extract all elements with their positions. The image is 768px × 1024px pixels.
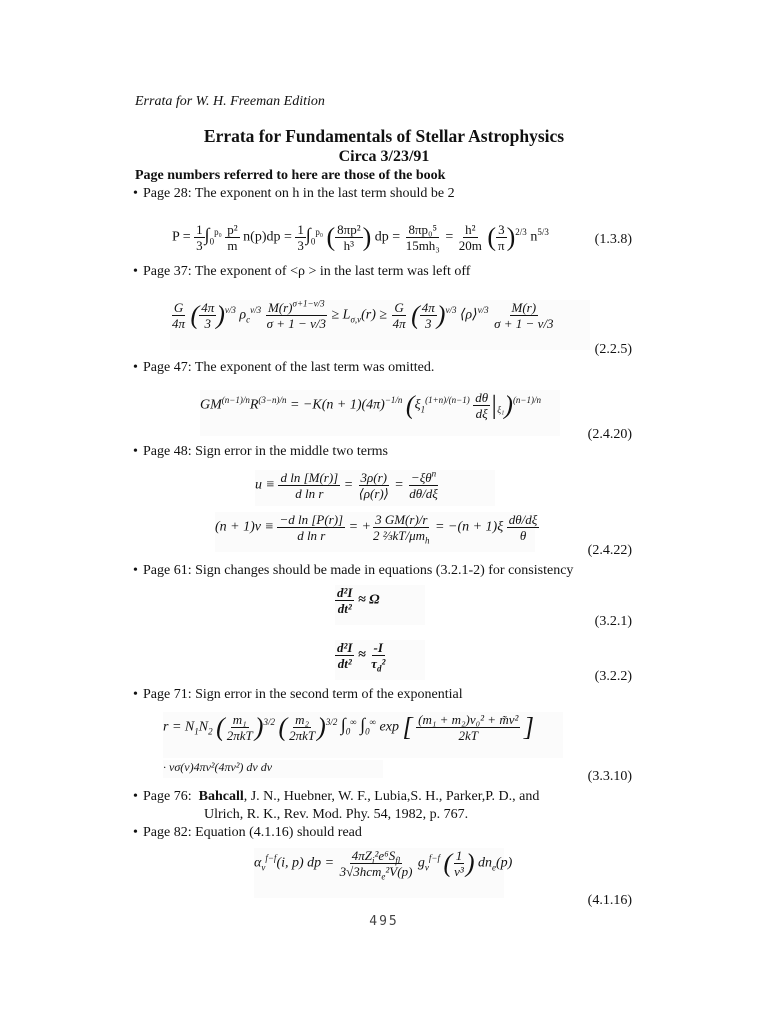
eq-exponent: 5/3 [537, 227, 549, 238]
bullet: • [133, 186, 138, 201]
equation-2-4-22-line1: u ≡ $\frac{\text{d ln [M(r)]}}{\text{d ln r}}$ = $\frac{3\rho(r)}{⟨\rho(r)⟩}$ = $\frac{-\xi\theta^n}{d\theta/d\xi}$ [255, 470, 495, 506]
erratum-page-37 [133, 264, 470, 280]
eq-term: = [445, 229, 454, 245]
erratum-text: Page 82: Equation (4.1.16) should read [143, 825, 362, 840]
page-number: 495 [369, 914, 399, 929]
eq-term: M(r) [511, 300, 537, 315]
erratum-page-48 [133, 444, 388, 460]
eq-term: r = N [163, 719, 195, 735]
eq-term: exp [379, 719, 399, 735]
equation-3-3-10-line2: · vσ(v)4πv²(4πv²) dv dv [163, 760, 383, 778]
page-note: Page numbers referred to here are those of the book [135, 168, 446, 183]
equation-2-2-5: $\frac{G}{4\pi}$ ( $\frac{4\pi}{3}$ )$^{\nu/3}$ $\rho_c^{\nu/3}$ $\frac{M(r)^{\sigma+1-\nu/3}}{\sigma + 1 - \nu/3}$ ≥ $L_{\sigma,\nu}(r)$ ≥ $\frac{G}{4\pi}$ ( $\frac{4\pi}{3}$ )$^{\nu/3}$ ⟨ρ⟩$^{\nu/3}$ $\frac{M(r)}{\sigma + 1 - \nu/3}$ [170, 300, 590, 350]
bullet: • [133, 360, 138, 375]
eq-term: P = [172, 229, 191, 245]
equation-3-2-1: $\frac{\text{d²I}}{\text{dt²}}$ ≈ Ω [335, 585, 425, 625]
bullet: • [133, 563, 138, 578]
eq-term: σ + 1 − ν/3 [494, 316, 554, 331]
equation-number: (2.4.20) [587, 427, 632, 442]
erratum-page-71 [133, 687, 463, 703]
eq-term: n [530, 229, 538, 245]
erratum-text: Page 48: Sign error in the middle two terms [143, 444, 388, 459]
eq-term: ≥ L [331, 307, 351, 323]
erratum-text: Page 47: The exponent of the last term was omitted. [143, 360, 435, 375]
eq-term: u ≡ [255, 477, 275, 493]
bullet: • [133, 825, 138, 840]
erratum-page-61 [133, 563, 573, 579]
erratum-text: , J. N., Huebner, W. F., Lubia,S. H., Parker,P. D., and [243, 789, 540, 804]
eq-term: dp = [374, 229, 401, 245]
eq-term: ⟨ρ⟩ [459, 307, 478, 323]
equation-number: (3.3.10) [587, 769, 632, 784]
equation-number: (3.2.1) [594, 614, 632, 629]
eq-term: (n + 1)v ≡ [215, 519, 274, 535]
equation-number: (1.3.8) [594, 232, 632, 247]
eq-term: α [254, 855, 262, 871]
equation-number: (2.2.5) [594, 342, 632, 357]
erratum-text: Page 61: Sign changes should be made in equations (3.2.1-2) for consistency [143, 563, 574, 578]
equation-number: (2.4.22) [587, 543, 632, 558]
eq-term: ≈ Ω [357, 592, 380, 608]
equation-3-2-2: $\frac{\text{d²I}}{\text{dt²}}$ ≈ $\frac{-I}{\tau_d^2}$ [335, 640, 425, 680]
erratum-prefix: Page 76: [143, 789, 192, 804]
equation-4-1-16: $\alpha_\nu^{f-f}(i$, p) dp = $\frac{4\pi Z_i^2e^6S_{fl}}{3√3hcm_e^2V(p)}$ $g_\nu^{f-f}$ ( $\frac{1}{\text{ν³}}$ ) $dn_e(p)$ [254, 848, 504, 898]
eq-term: = −K(n + 1)(4π) [290, 397, 385, 413]
eq-term: −d ln [P(r)] [279, 512, 344, 527]
eq-term: ≈ [357, 647, 366, 663]
equation-number: (4.1.16) [587, 893, 632, 908]
equation-2-4-20: $GM^{(n-1)/n}R^{(3-n)/n} = -K(n + 1)(4\pi)^{-1/n}$ ($\xi_1^{(1+n)/(n-1)}$ $\frac{d\theta}{d\xi}$ $|_{\xi_1})^{(n-1)/n}$ [200, 390, 560, 436]
author-bahcall: Bahcall [198, 789, 244, 804]
erratum-page-76 [133, 789, 539, 805]
eq-term: (r) ≥ [361, 307, 388, 323]
bullet: • [133, 687, 138, 702]
erratum-page-76-continuation: Ulrich, R. K., Rev. Mod. Phy. 54, 1982, p. 767. [204, 807, 469, 822]
bullet: • [133, 264, 138, 279]
erratum-page-82 [133, 825, 362, 841]
bullet: • [133, 444, 138, 459]
document-title: Errata for Fundamentals of Stellar Astrophysics [203, 126, 565, 146]
document-date: Circa 3/23/91 [338, 148, 430, 165]
erratum-text: Page 71: Sign error in the second term of the exponential [143, 687, 463, 702]
equation-1-3-8: P = $\frac{1}{3}$ $\int_0^{p_0}$ $\frac{\text{p²}}{m}$ n(p)dp = $\frac{1}{3}$ $\int_0^{p_0}$ ( $\frac{\text{8πp²}}{\text{h³}}$ ) dp = $\frac{\text{8πp₀⁵}}{\text{15mh₃}}$ = $\frac{\text{h²}}{20m}$ ( $\frac{3}{\pi}$ )$^{2/3}$ $n^{5/3}$ [172, 222, 549, 253]
eq-term: d ln [M(r)] [280, 470, 339, 485]
eq-term: G [173, 300, 184, 315]
erratum-text: Page 28: The exponent on h in the last term should be 2 [143, 186, 455, 201]
equation-3-3-10-line1: $r = N_1N_2$ ( $\frac{\text{m₁}}{\text{2πkT}}$ )$^{3/2}$ ( $\frac{\text{m₂}}{\text{2πkT}}$ )$^{3/2}$ $\int_0^\infty$ $\int_0^\infty$ exp [ $\frac{\text{(m₁ + m₂)v₀² + m̃v²}}{2kT}$ ] [163, 712, 563, 758]
erratum-text: Page 37: The exponent of <ρ > in the last term was left off [143, 264, 471, 279]
erratum-page-28 [133, 186, 455, 202]
eq-term: GM [200, 397, 222, 413]
bullet: • [133, 789, 138, 804]
equation-2-4-22-line2: (n + 1)v ≡ $\frac{\text{−d ln [P(r)]}}{\text{d ln r}}$ = + $\frac{3 GM(r)/r}{2 \frac{2}{3}kT/\mu m_h}$ = −(n + 1)ξ $\frac{d\theta/d\xi}{\theta}$ [215, 512, 535, 552]
eq-term: d ln r [295, 486, 324, 501]
eq-term: n(p)dp = [243, 229, 292, 245]
erratum-page-47 [133, 360, 434, 376]
eq-term: dn [478, 855, 492, 871]
equation-number: (3.2.2) [594, 669, 632, 684]
running-header: Errata for W. H. Freeman Edition [135, 94, 325, 109]
